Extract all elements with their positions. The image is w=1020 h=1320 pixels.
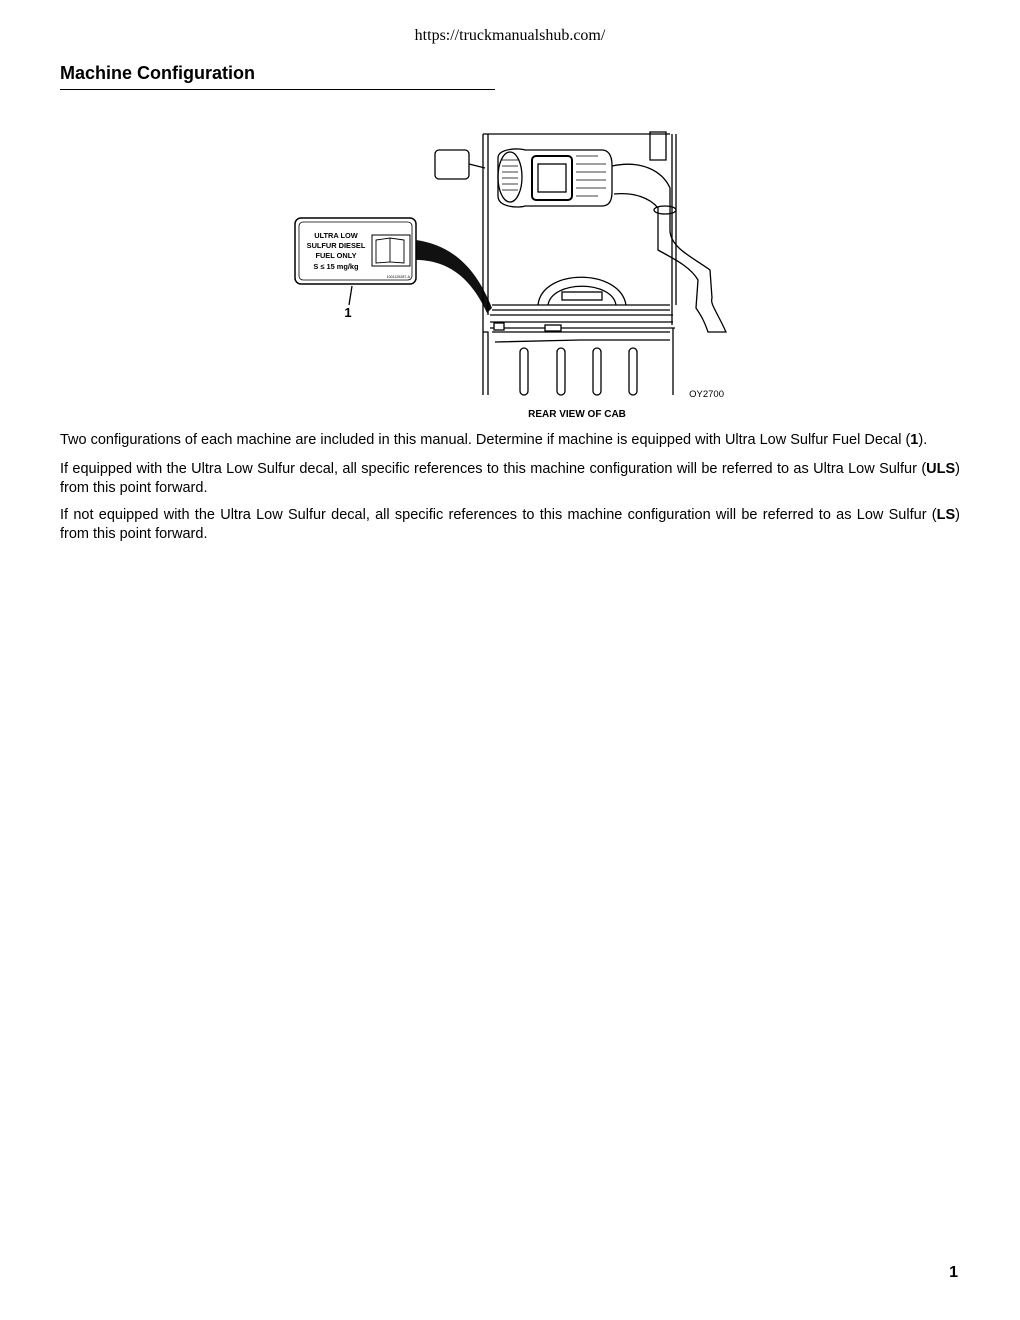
decal-connector-band [416, 240, 492, 313]
decal-line-2: SULFUR DIESEL [306, 241, 366, 250]
header-url[interactable]: https://truckmanualshub.com/ [414, 27, 606, 44]
uls-abbreviation: ULS [926, 461, 956, 477]
figure-caption: REAR VIEW OF CAB [528, 409, 626, 418]
paragraph-decal-check: Two configurations of each machine are included in this manual. Determine if machine is equipped with Ultra Low Sulfur Fuel Decal (1). [60, 432, 928, 448]
uls-decal [295, 218, 416, 284]
decal-line-3: FUEL ONLY [315, 251, 357, 260]
callout-leader [349, 286, 352, 305]
decal-part-number: 1001125287-A [386, 275, 410, 279]
figure-id: OY2700 [689, 389, 724, 400]
decal-reference: 1 [910, 432, 919, 448]
ls-abbreviation: LS [936, 507, 956, 523]
page-number: 1 [949, 1264, 958, 1281]
callout-number: 1 [344, 305, 352, 320]
decal-line-1: ULTRA LOW [314, 231, 358, 240]
manual-book-icon [372, 235, 410, 266]
paragraph-ls-config: If not equipped with the Ultra Low Sulfur decal, all specific references to this machine configuration will be referred to as Low Sulfur (LS) from this point forward. [60, 507, 960, 542]
rear-view-of-cab-figure [280, 120, 740, 418]
paragraph-uls-config: If equipped with the Ultra Low Sulfur decal, all specific references to this machine configuration will be referred to as Ultra Low Sulfur (ULS) from this point forward. [60, 461, 960, 496]
decal-line-4: S ≤ 15 mg/kg [313, 262, 359, 271]
cab-rear-view [435, 132, 726, 395]
section-title: Machine Configuration [60, 63, 255, 83]
title-divider [60, 89, 495, 90]
